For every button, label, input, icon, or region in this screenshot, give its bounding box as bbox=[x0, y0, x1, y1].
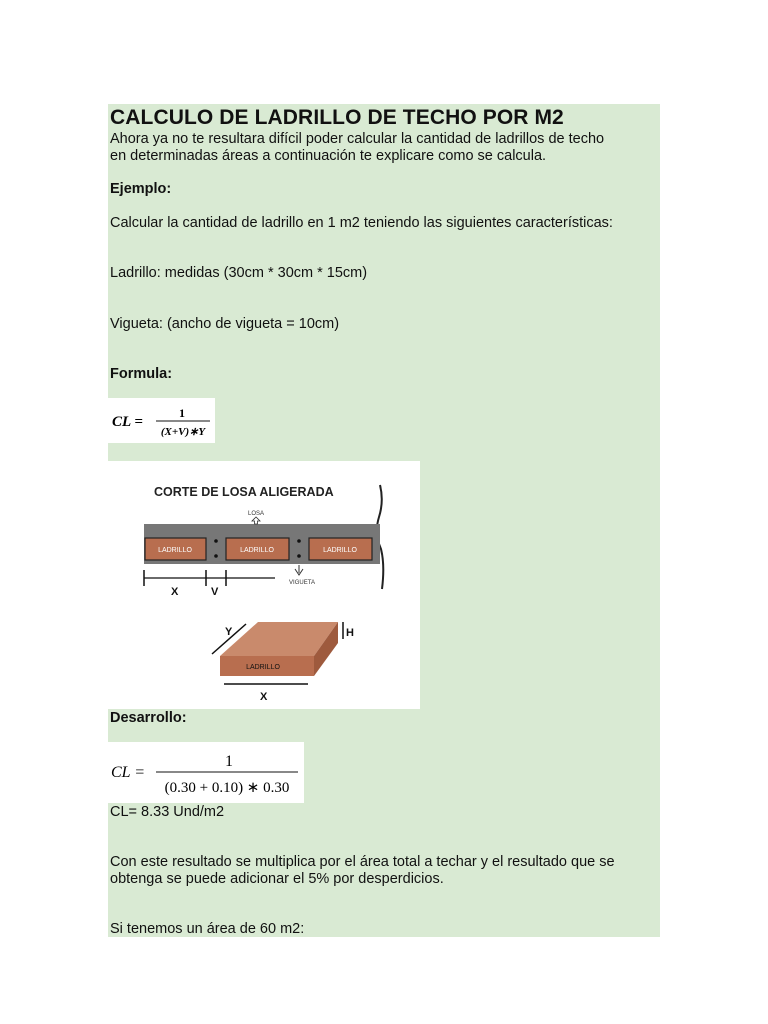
page-title: CALCULO DE LADRILLO DE TECHO POR M2 bbox=[110, 106, 564, 129]
joist-arrow bbox=[295, 565, 303, 575]
joist-label: VIGUETA bbox=[289, 580, 315, 586]
slab-arrow bbox=[252, 517, 260, 524]
slab-diagram bbox=[108, 461, 420, 709]
brick-2-label: LADRILLO bbox=[240, 547, 274, 554]
rebar-dot bbox=[214, 554, 218, 558]
area-text: Si tenemos un área de 60 m2: bbox=[110, 921, 305, 937]
dev-formula-lhs: CL = bbox=[111, 764, 146, 781]
dev-formula-denominator: (0.30 + 0.10) ∗ 0.30 bbox=[164, 780, 290, 796]
dimension-h-label: H bbox=[346, 627, 354, 639]
brick-1-label: LADRILLO bbox=[158, 547, 192, 554]
intro-line-2: en determinadas áreas a continuación te explicare como se calcula. bbox=[110, 148, 547, 164]
dimension-x2-label: X bbox=[260, 691, 268, 703]
example-heading: Ejemplo: bbox=[110, 181, 172, 197]
formula-svg bbox=[108, 398, 215, 443]
formula-denominator: (X+V)∗Y bbox=[160, 426, 206, 438]
dimension-x-label: X bbox=[171, 586, 179, 598]
result-value: CL= 8.33 Und/m2 bbox=[110, 804, 225, 820]
example-text: Calcular la cantidad de ladrillo en 1 m2 teniendo las siguientes características: bbox=[110, 215, 613, 231]
rebar-dot bbox=[297, 554, 301, 558]
dev-formula-numerator: 1 bbox=[225, 753, 233, 770]
result-text-line-1: Con este resultado se multiplica por el área total a techar y el resultado que se bbox=[110, 854, 615, 870]
dimension-v-label: V bbox=[211, 586, 219, 598]
brick-3d-label: LADRILLO bbox=[246, 664, 280, 671]
intro-line-1: Ahora ya no te resultara difícil poder calcular la cantidad de ladrillos de techo bbox=[110, 131, 605, 147]
slab-label: LOSA bbox=[247, 511, 265, 517]
formula-lhs: CL = bbox=[112, 414, 143, 430]
development-heading: Desarrollo: bbox=[110, 710, 187, 726]
rebar-dot bbox=[214, 539, 218, 543]
slab-diagram-svg bbox=[108, 461, 420, 709]
diagram-title: CORTE DE LOSA ALIGERADA bbox=[154, 485, 334, 499]
formula-heading: Formula: bbox=[110, 366, 173, 382]
brick-spec: Ladrillo: medidas (30cm * 30cm * 15cm) bbox=[110, 265, 368, 281]
brick-3-label: LADRILLO bbox=[323, 547, 357, 554]
development-formula-image bbox=[108, 742, 304, 803]
formula-numerator: 1 bbox=[179, 406, 185, 420]
rebar-dot bbox=[297, 539, 301, 543]
dimension-y-label: Y bbox=[225, 626, 233, 638]
formula-image bbox=[108, 398, 215, 443]
joist-spec: Vigueta: (ancho de vigueta = 10cm) bbox=[110, 316, 340, 332]
development-formula-svg bbox=[108, 742, 304, 803]
result-text-line-2: obtenga se puede adicionar el 5% por desperdicios. bbox=[110, 871, 444, 887]
